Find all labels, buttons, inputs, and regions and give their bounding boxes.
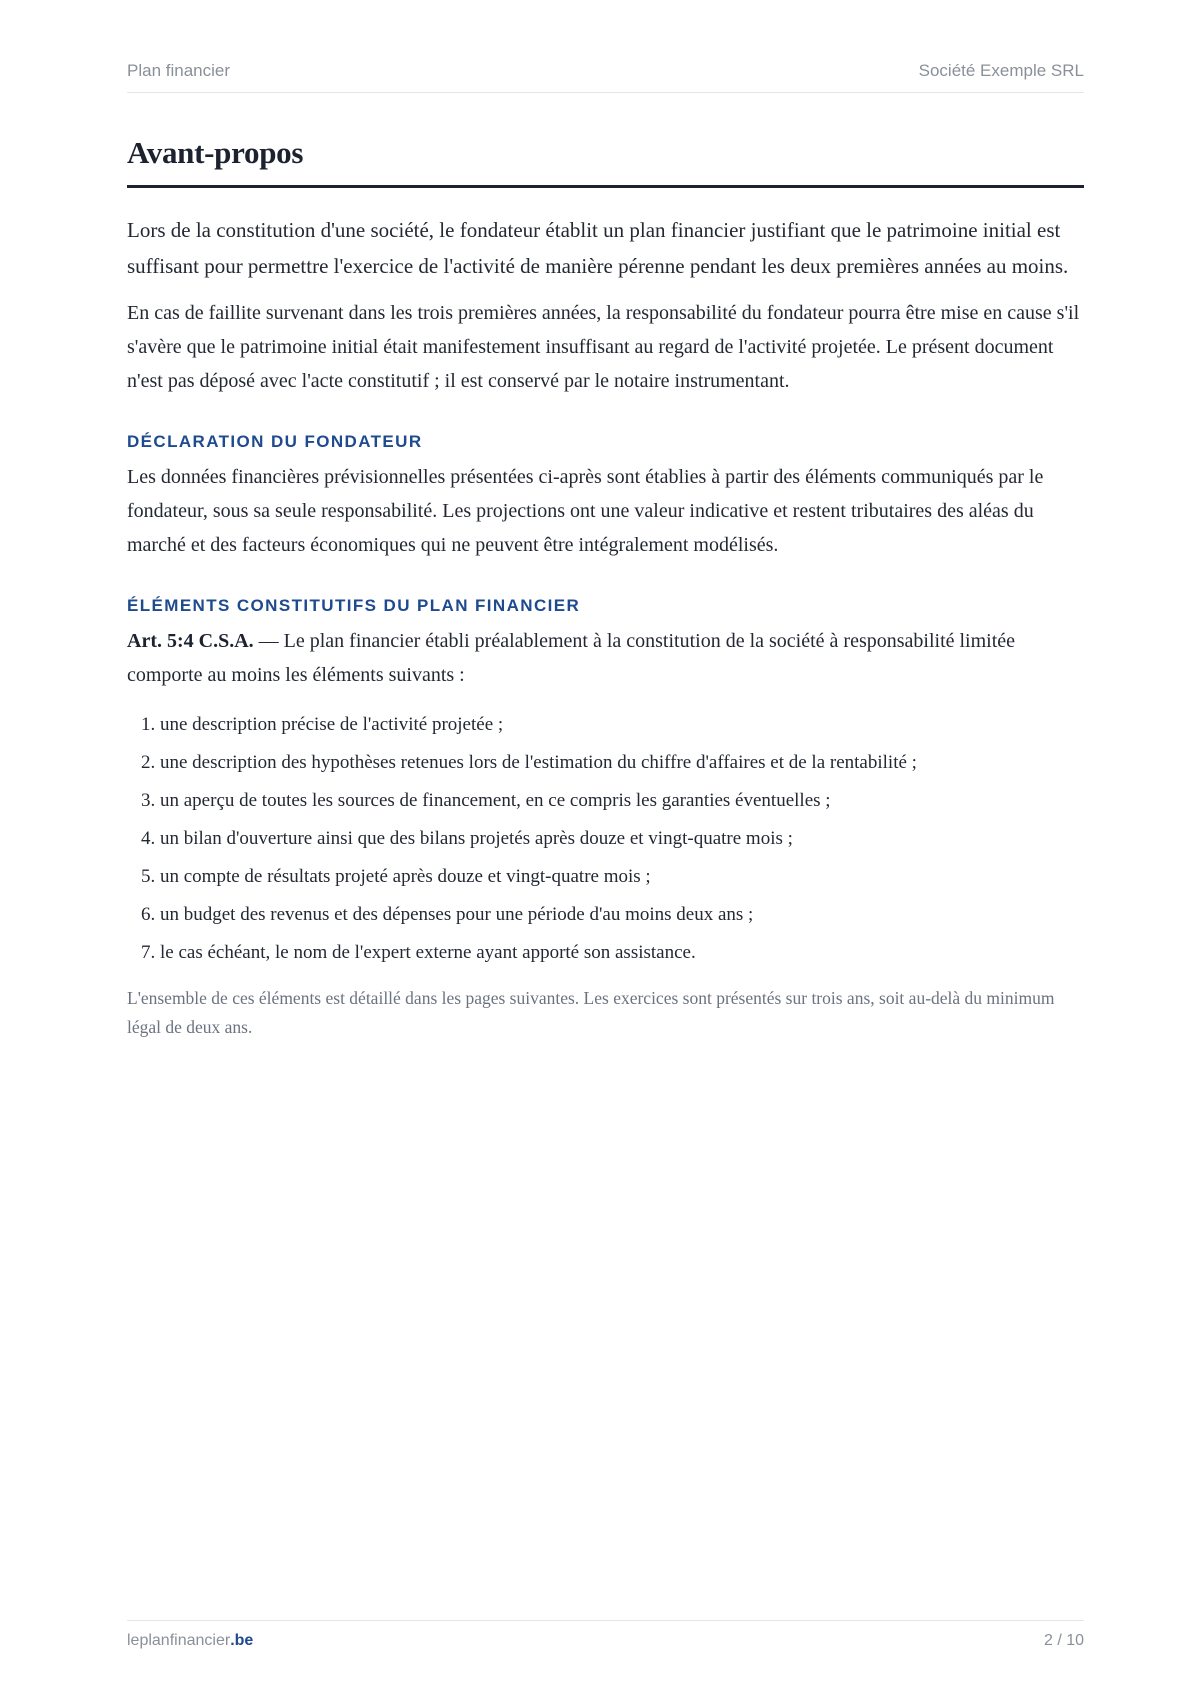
article-reference: Art. 5:4 C.S.A. (127, 630, 254, 652)
document-page (127, 0, 1084, 1699)
list-item: 7. le cas échéant, le nom de l'expert externe ayant apporté son assistance. (160, 934, 1084, 972)
requirements-list (127, 706, 1084, 972)
list-item: 2. une description des hypothèses retenues lors de l'estimation du chiffre d'affaires et de la rentabilité ; (160, 744, 1084, 782)
running-header (127, 60, 1084, 93)
list-item: 5. un compte de résultats projeté après douze et vingt-quatre mois ; (160, 858, 1084, 896)
closing-note: L'ensemble de ces éléments est détaillé dans les pages suivantes. Les exercices sont présentés sur trois ans, soit au-delà du minimum légal de deux ans. (127, 988, 1055, 1037)
declaration-heading: DÉCLARATION DU FONDATEUR (127, 432, 423, 451)
declaration-paragraph: Les données financières prévisionnelles présentées ci-après sont établies à partir des éléments communiqués par le fondateur, sous sa seule responsabilité. Les projections ont une valeur indicative et restent tributaires des aléas du marché et des facteurs économiques qui ne peuvent être intégralement modélisés. (127, 466, 1044, 556)
footer-brand[interactable] (127, 1632, 253, 1650)
list-item: 1. une description précise de l'activité projetée ; (160, 706, 1084, 744)
list-item: 4. un bilan d'ouverture ainsi que des bilans projetés après douze et vingt-quatre mois ; (160, 820, 1084, 858)
elements-heading: ÉLÉMENTS CONSTITUTIFS DU PLAN FINANCIER (127, 596, 581, 615)
article-text: — Le plan financier établi préalablement à la constitution de la société à responsabilité limitée comporte au moins les éléments suivants : (127, 630, 1016, 686)
intro-paragraph-1: Lors de la constitution d'une société, le fondateur établit un plan financier justifiant que le patrimoine initial est suffisant pour permettre l'exercice de l'activité de manière pérenne pendant les deux premières années au moins. (127, 218, 1069, 278)
page-title: Avant-propos (127, 133, 1084, 188)
footer-brand-tld: .be (230, 1632, 254, 1649)
header-document-title: Plan financier (127, 61, 231, 80)
page-number: 2 / 10 (1043, 1632, 1084, 1649)
footer-brand-name: leplanfinancier (127, 1632, 231, 1649)
page-content (127, 212, 1084, 1042)
running-footer (127, 1620, 1084, 1661)
article-paragraph (127, 624, 1084, 692)
list-item: 6. un budget des revenus et des dépenses pour une période d'au moins deux ans ; (160, 896, 1084, 934)
intro-paragraph-2: En cas de faillite survenant dans les trois premières années, la responsabilité du fondateur pourra être mise en cause s'il s'avère que le patrimoine initial était manifestement insuffisant au regard de l'activité projetée. Le présent document n'est pas déposé avec l'acte constitutif ; il est conservé par le notaire instrumentant. (127, 302, 1080, 392)
list-item: 3. un aperçu de toutes les sources de financement, en ce compris les garanties éventuelles ; (160, 782, 1084, 820)
header-company-name: Société Exemple SRL (918, 61, 1084, 80)
